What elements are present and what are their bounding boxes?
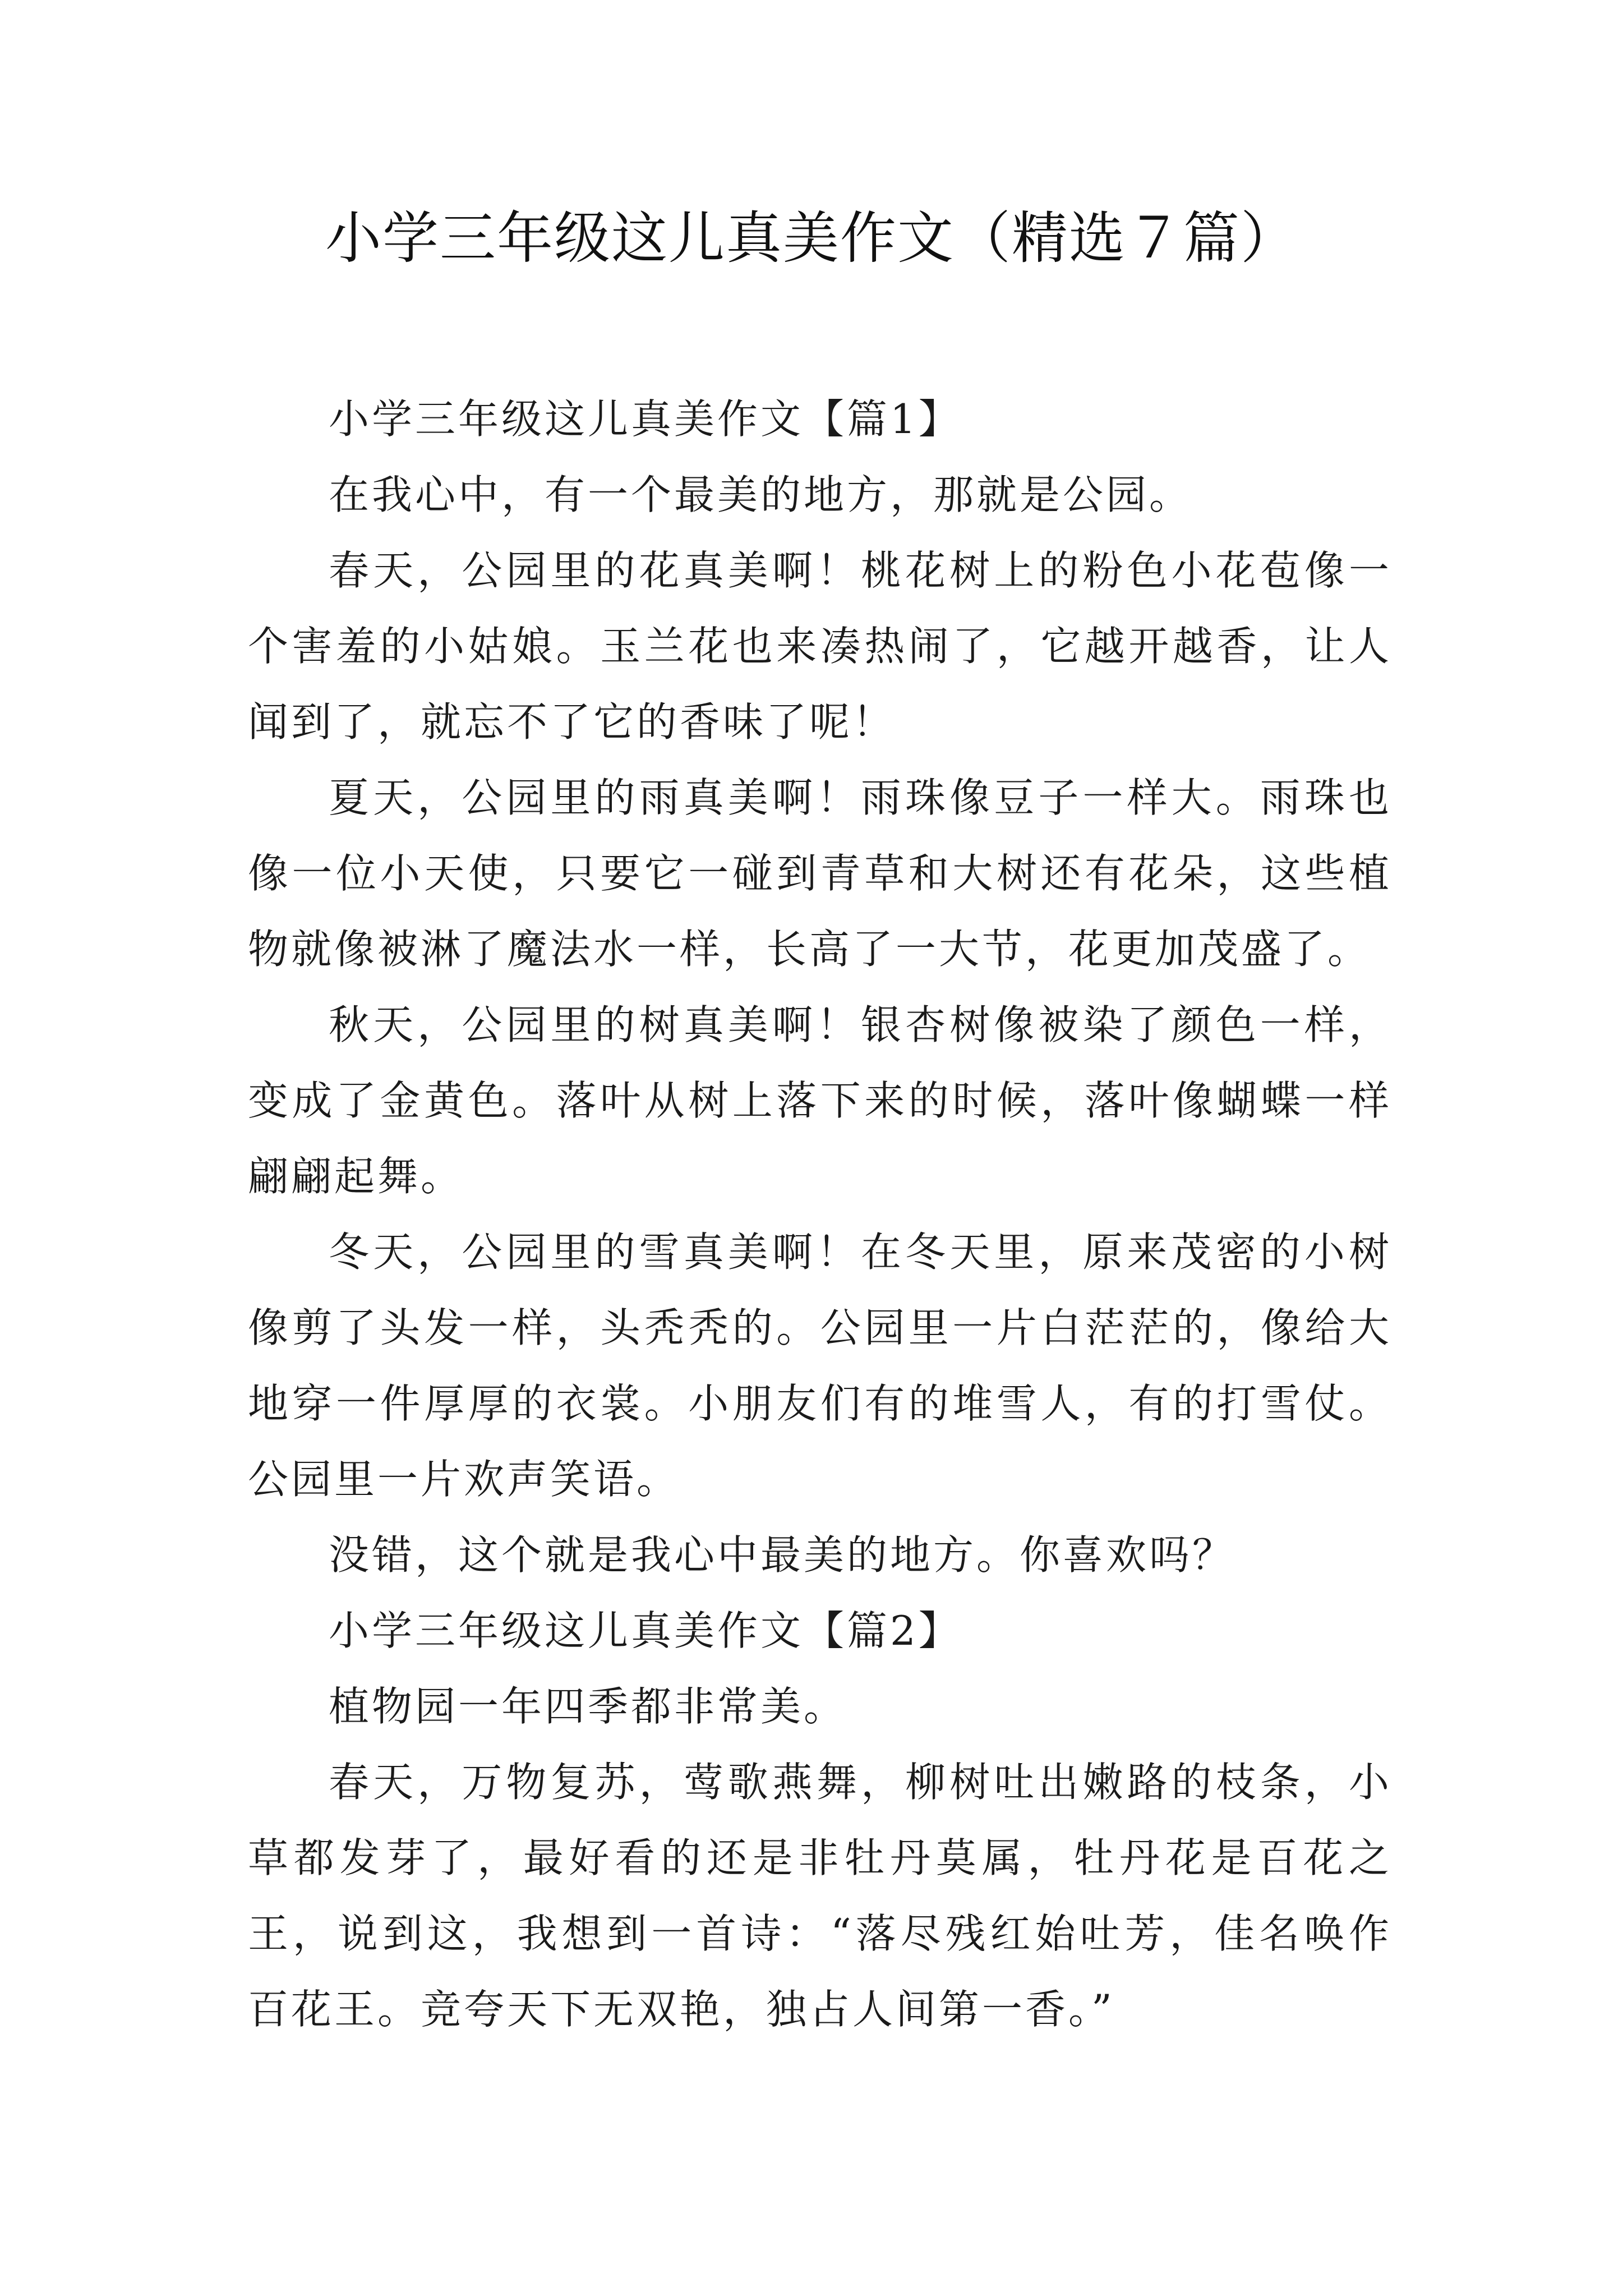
paragraph: 没错，这个就是我心中最美的地方。你喜欢吗？ (329, 1531, 1236, 1579)
paragraph: 冬天，公园里的雪真美啊！在冬天里，原来茂密的小树像剪了头发一样，头秃秃的。公园里一片白茫茫的，像给大地穿一件厚厚的衣裳。小朋友们有的堆雪人，有的打雪仗。公园里一片欢声笑语。 (248, 1228, 1392, 1503)
section-heading-1: 小学三年级这儿真美作文【篇1】 (329, 395, 962, 443)
paragraph: 植物园一年四季都非常美。 (329, 1683, 847, 1730)
paragraph: 在我心中，有一个最美的地方，那就是公园。 (329, 471, 1193, 518)
document-title: 小学三年级这儿真美作文（精选７篇） (325, 205, 1298, 271)
paragraph: 春天，公园里的花真美啊！桃花树上的粉色小花苞像一个害羞的小姑娘。玉兰花也来凑热闹了，它越开越香，让人闻到了，就忘不了它的香味了呢！ (248, 547, 1392, 746)
paragraph: 秋天，公园里的树真美啊！银杏树像被染了颜色一样，变成了金黄色。落叶从树上落下来的时候，落叶像蝴蝶一样翩翩起舞。 (248, 1001, 1392, 1200)
document-body (248, 381, 1392, 2047)
paragraph: 夏天，公园里的雨真美啊！雨珠像豆子一样大。雨珠也像一位小天使，只要它一碰到青草和大树还有花朵，这些植物就像被淋了魔法水一样，长高了一大节，花更加茂盛了。 (248, 774, 1392, 973)
section-heading-2: 小学三年级这儿真美作文【篇2】 (329, 1607, 962, 1654)
paragraph: 春天，万物复苏，莺歌燕舞，柳树吐出嫩路的枝条，小草都发芽了，最好看的还是非牡丹莫属，牡丹花是百花之王，说到这，我想到一首诗：“落尽残红始吐芳，佳名唤作百花王。竞夸天下无双艳，独占人间第一香。” (248, 1759, 1392, 2033)
